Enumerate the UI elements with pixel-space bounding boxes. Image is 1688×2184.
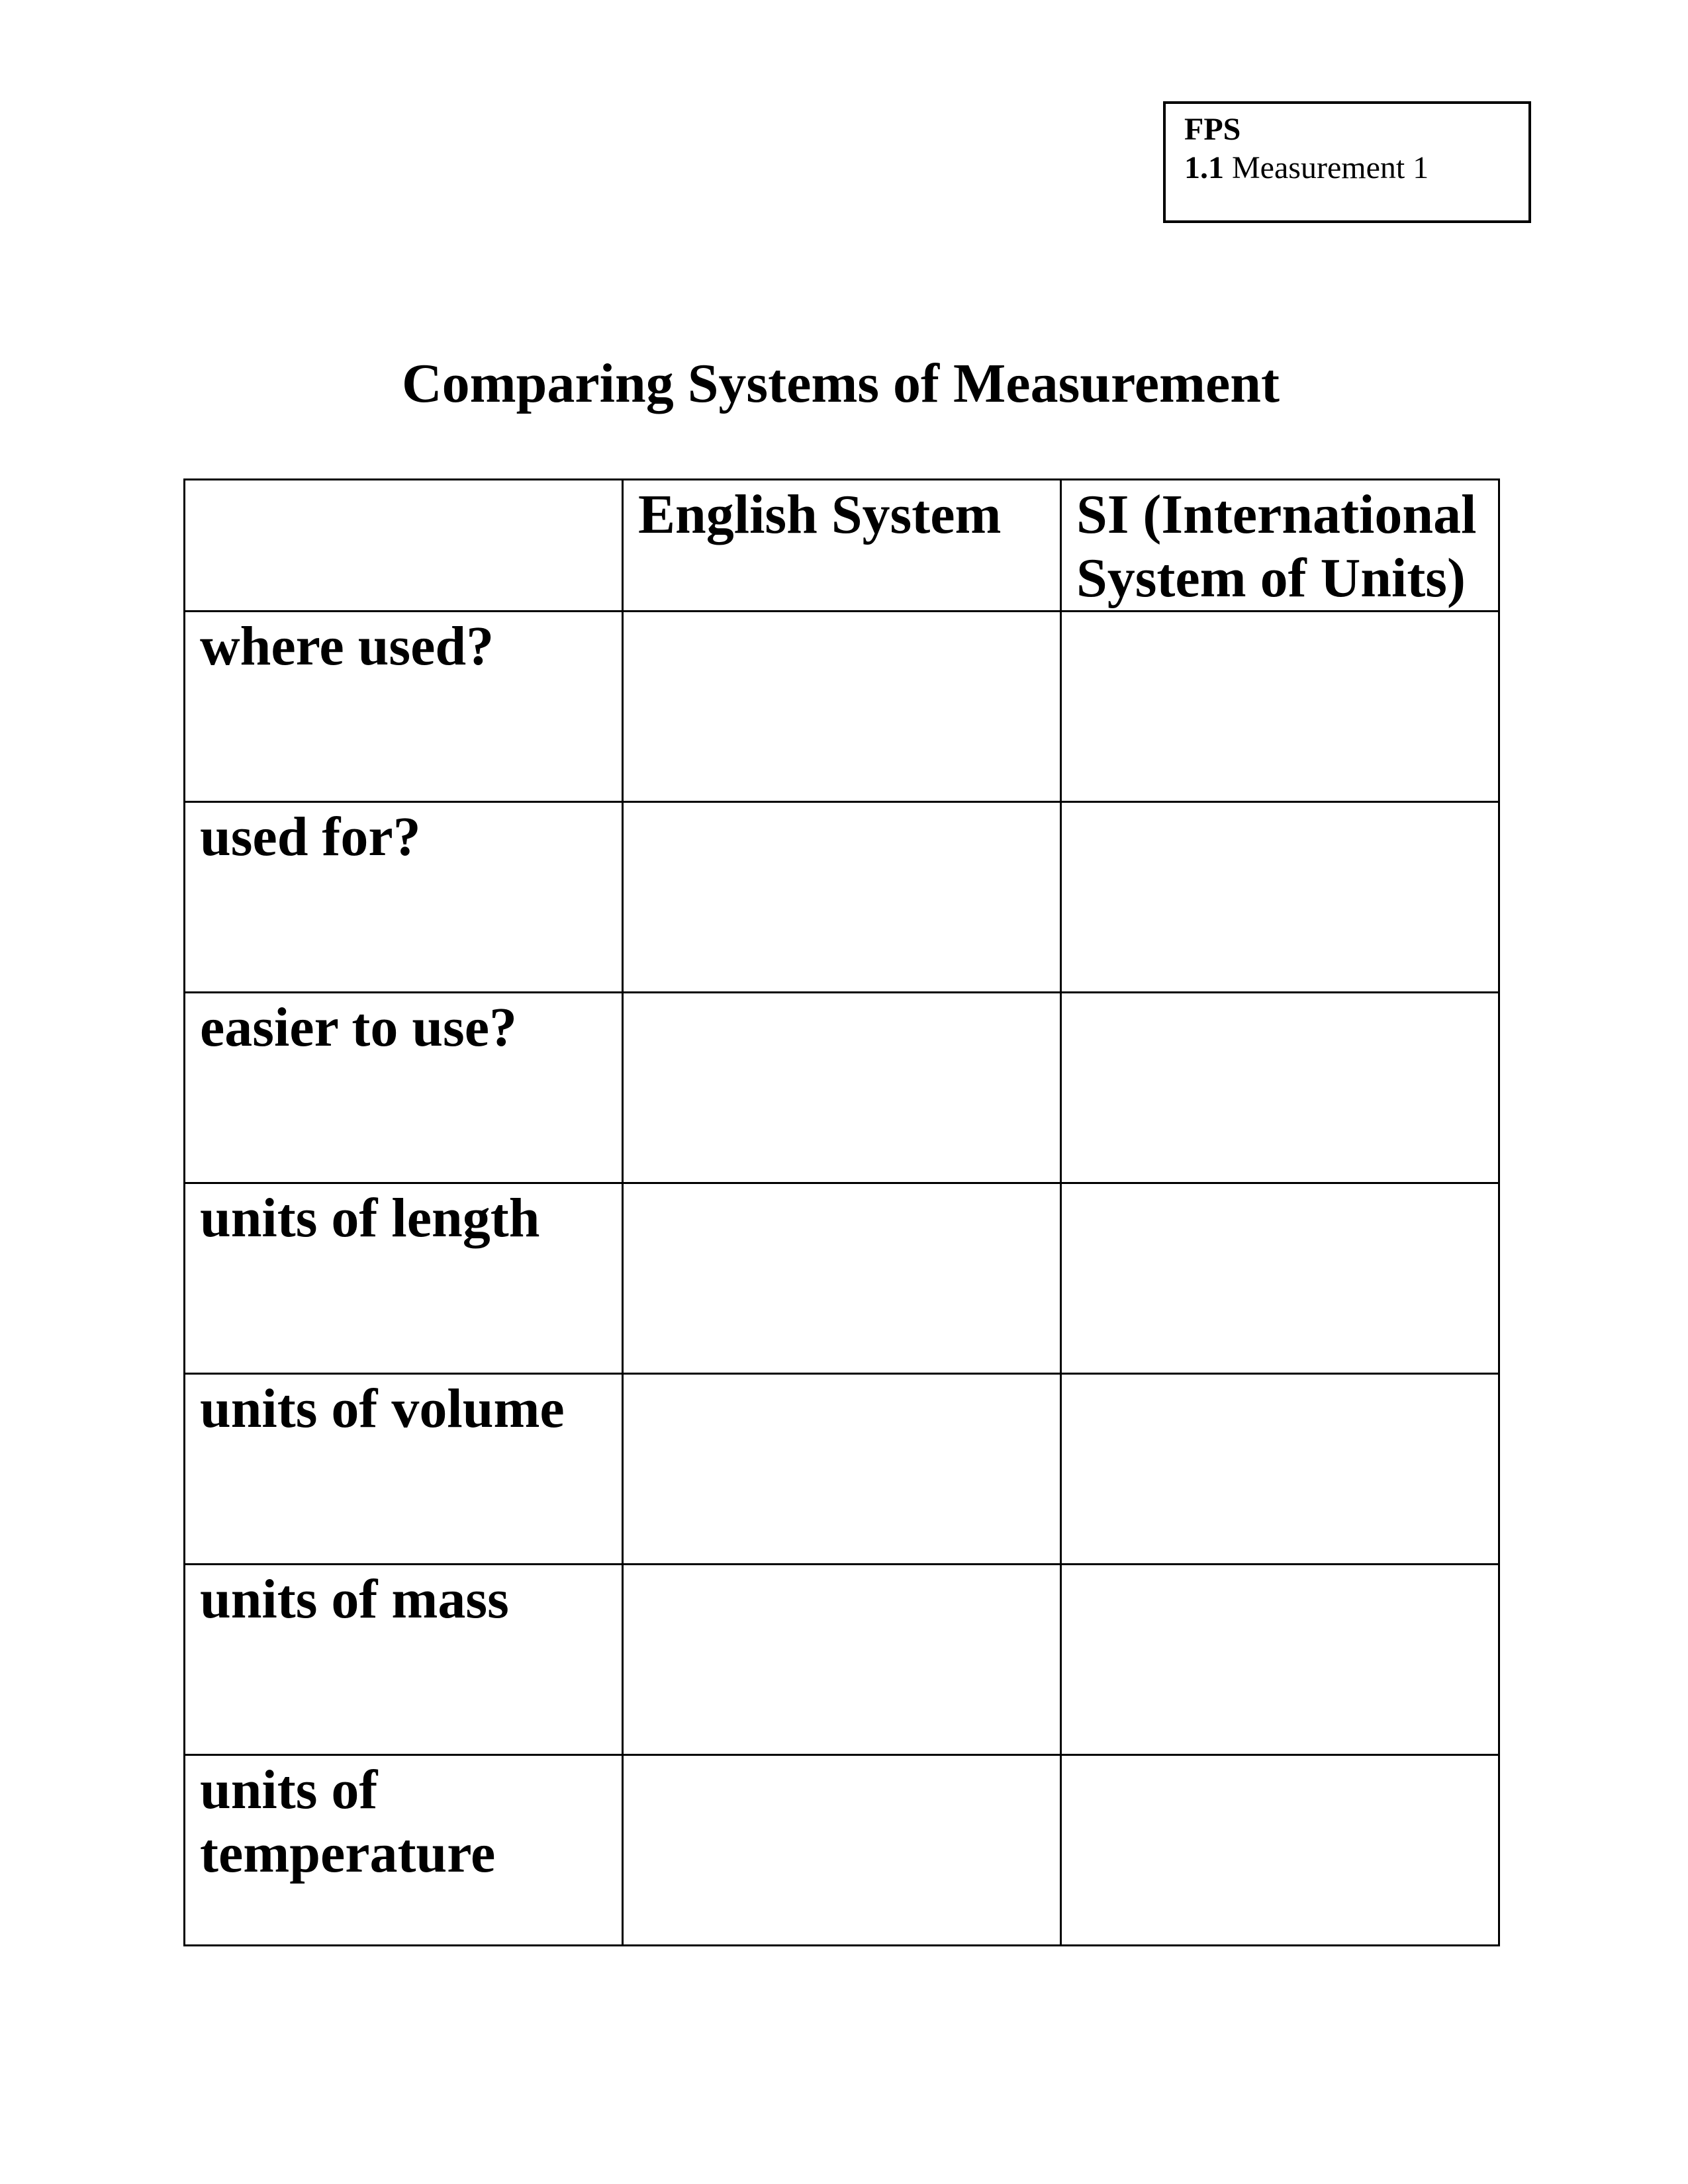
row-label-units-of-length: units of length xyxy=(185,1183,623,1374)
answer-cell-english-units-of-volume[interactable] xyxy=(623,1374,1061,1565)
row-label-where-used: where used? xyxy=(185,612,623,802)
answer-cell-si-units-of-temperature[interactable] xyxy=(1061,1755,1499,1946)
answer-cell-si-units-of-mass[interactable] xyxy=(1061,1565,1499,1755)
lesson-number: 1.1 xyxy=(1184,150,1224,185)
table-row xyxy=(185,1374,1499,1565)
header-english-system: English System xyxy=(623,480,1061,612)
answer-cell-english-units-of-mass[interactable] xyxy=(623,1565,1061,1755)
page-title: Comparing Systems of Measurement xyxy=(402,353,1280,414)
answer-cell-english-easier-to-use[interactable] xyxy=(623,993,1061,1183)
answer-cell-si-easier-to-use[interactable] xyxy=(1061,993,1499,1183)
answer-cell-english-units-of-length[interactable] xyxy=(623,1183,1061,1374)
lesson-name: Measurement 1 xyxy=(1224,150,1429,185)
row-label-units-of-temperature: units of temperature xyxy=(185,1755,623,1946)
table-row xyxy=(185,612,1499,802)
answer-cell-si-used-for[interactable] xyxy=(1061,802,1499,993)
answer-cell-english-where-used[interactable] xyxy=(623,612,1061,802)
table-row xyxy=(185,1565,1499,1755)
course-label-box xyxy=(1163,101,1531,223)
table-row xyxy=(185,993,1499,1183)
lesson-label xyxy=(1184,149,1528,187)
course-code: FPS xyxy=(1184,112,1241,147)
table-row xyxy=(185,802,1499,993)
row-label-used-for: used for? xyxy=(185,802,623,993)
row-label-units-of-volume: units of volume xyxy=(185,1374,623,1565)
header-empty-cell xyxy=(185,480,623,612)
table-row xyxy=(185,1183,1499,1374)
answer-cell-si-units-of-length[interactable] xyxy=(1061,1183,1499,1374)
answer-cell-si-units-of-volume[interactable] xyxy=(1061,1374,1499,1565)
table-row xyxy=(185,1755,1499,1946)
answer-cell-english-units-of-temperature[interactable] xyxy=(623,1755,1061,1946)
answer-cell-english-used-for[interactable] xyxy=(623,802,1061,993)
row-label-units-of-mass: units of mass xyxy=(185,1565,623,1755)
row-label-easier-to-use: easier to use? xyxy=(185,993,623,1183)
table-header-row xyxy=(185,480,1499,612)
header-si-system: SI (International System of Units) xyxy=(1061,480,1499,612)
comparison-table xyxy=(183,478,1500,1946)
answer-cell-si-where-used[interactable] xyxy=(1061,612,1499,802)
